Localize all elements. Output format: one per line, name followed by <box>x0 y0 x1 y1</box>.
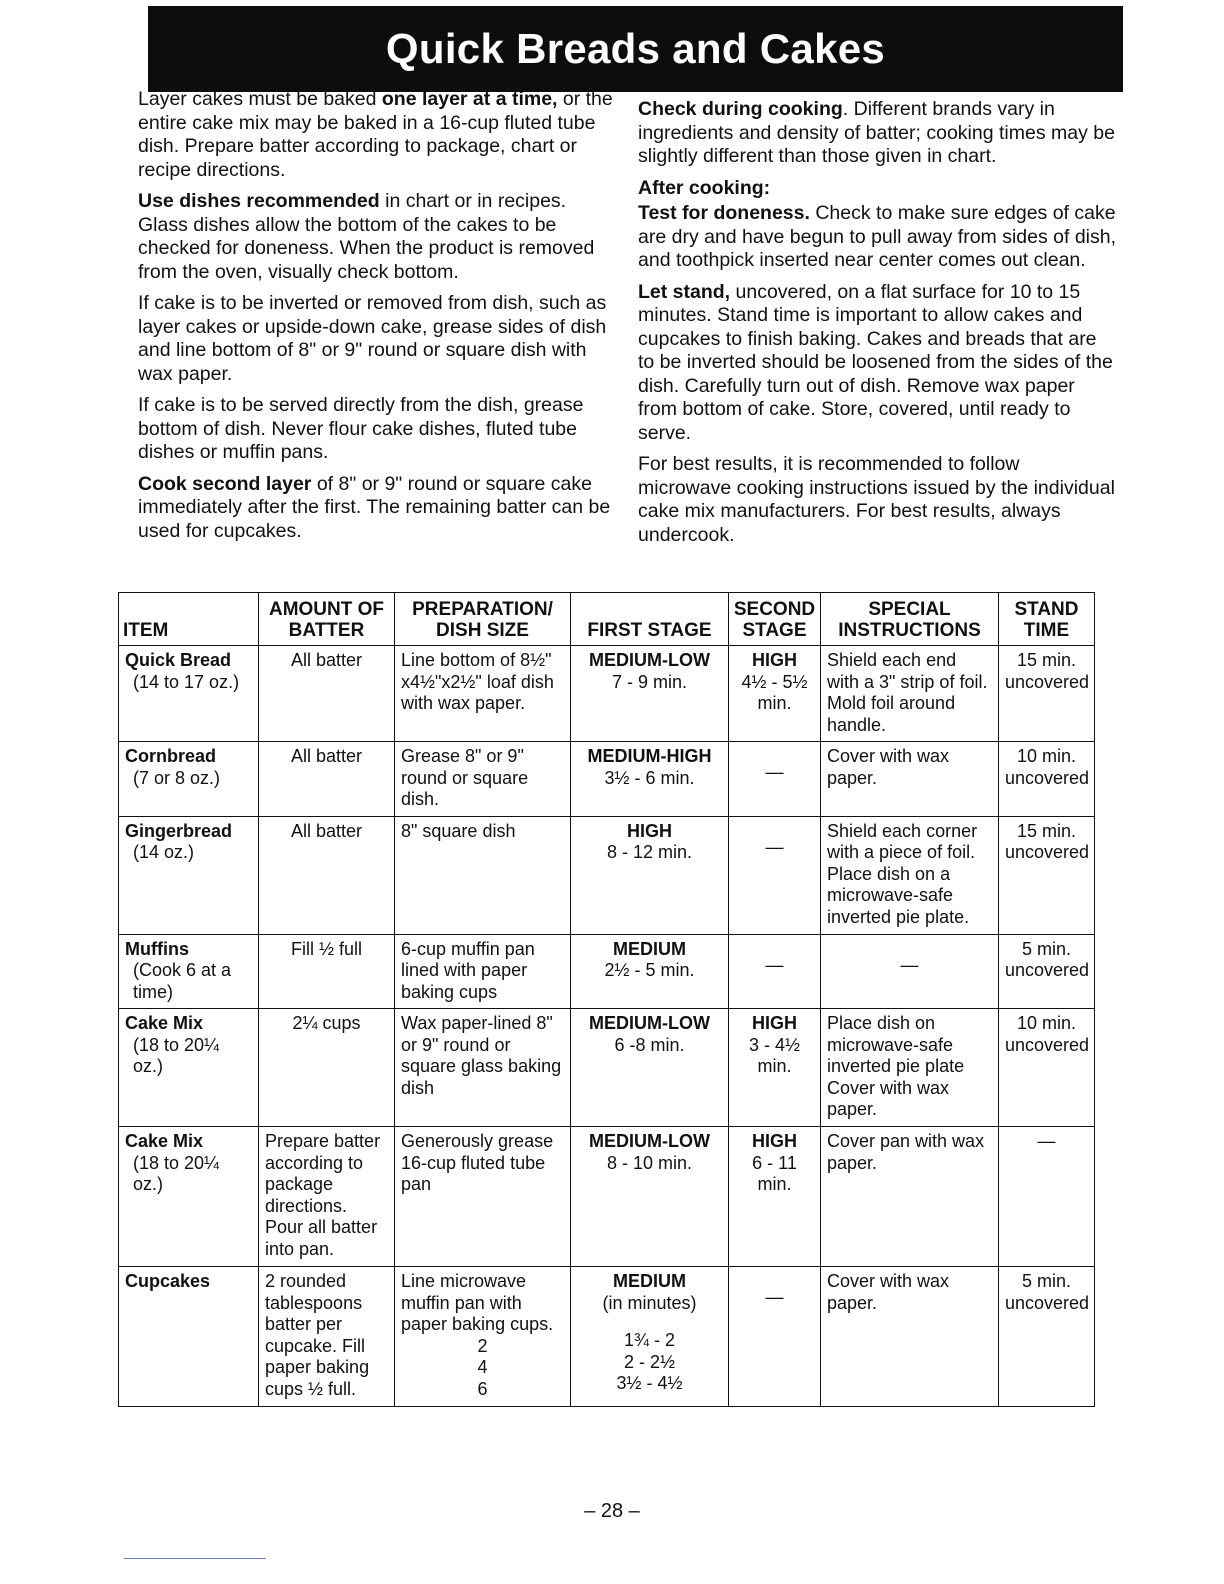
preparation-text: Grease 8" or 9" round or square dish. <box>401 746 529 810</box>
cooking-chart-table <box>118 592 1095 1407</box>
first-stage-time: 2½ - 5 min. <box>604 960 695 981</box>
right-paragraph <box>638 281 1118 446</box>
item-name: Cornbread <box>125 746 217 767</box>
item-quantity: (Cook 6 at a time) <box>133 960 232 1002</box>
cell-item <box>119 1267 259 1407</box>
second-stage-power: HIGH <box>752 1131 797 1152</box>
cell-first-stage <box>571 646 729 742</box>
left-column <box>138 88 618 551</box>
cell-preparation <box>395 1267 571 1407</box>
special-text: Cover pan with wax paper. <box>827 1131 985 1173</box>
cell-preparation <box>395 742 571 816</box>
first-stage-time: 3½ - 6 min. <box>604 767 695 788</box>
table-row <box>119 646 1095 742</box>
item-quantity: (18 to 20¼ oz.) <box>133 1034 220 1077</box>
left-paragraph <box>138 394 618 465</box>
item-name: Cupcakes <box>125 1271 211 1292</box>
cell-item <box>119 816 259 934</box>
special-text: Place dish on microwave-safe inverted pie plate Cover with wax paper. <box>827 1013 965 1120</box>
table-row <box>119 934 1095 1008</box>
cell-stand-time: 15 min. uncovered <box>999 646 1095 742</box>
cell-special-instructions <box>821 742 999 816</box>
body-text: or the entire cake mix may be baked in a 16-cup fluted tube dish. Prepare batter according to package, chart or recipe directions. <box>138 88 613 181</box>
cell-special-instructions <box>821 816 999 934</box>
table-row <box>119 1127 1095 1267</box>
preparation-text: Wax paper-lined 8" or 9" round or square glass baking dish <box>401 1013 562 1098</box>
cell-stand-time: 10 min. uncovered <box>999 742 1095 816</box>
cell-amount: All batter <box>259 816 395 934</box>
cell-special-instructions <box>821 1009 999 1127</box>
cell-item <box>119 1127 259 1267</box>
body-text: For best results, it is recommended to follow microwave cooking instructions issued by the individual cake mix manufacturers. For best results, always undercook. <box>638 453 1115 546</box>
first-stage-power: MEDIUM <box>613 938 686 959</box>
header-first-stage: FIRST STAGE <box>571 593 729 646</box>
first-stage-time: 8 - 12 min. <box>606 842 693 863</box>
item-quantity: (14 to 17 oz.) <box>133 671 240 692</box>
body-text: If cake is to be served directly from the dish, grease bottom of dish. Never flour cake dishes, fluted tube dishes or muffin pans. <box>138 394 584 463</box>
bold-text: one layer at a time, <box>381 88 558 110</box>
second-stage-power: HIGH <box>752 650 797 670</box>
cell-special-instructions <box>821 646 999 742</box>
preparation-text: 8" square dish <box>401 820 516 841</box>
preparation-text: 6-cup muffin pan lined with paper baking cups <box>401 938 535 1002</box>
item-name: Cake Mix <box>125 1013 204 1034</box>
cell-amount: Prepare batter according to package directions. Pour all batter into pan. <box>259 1127 395 1267</box>
body-text: . Different brands vary in ingredients and density of batter; cooking times may be slightly different than those given in chart. <box>638 98 1115 167</box>
item-name: Quick Bread <box>125 650 232 670</box>
right-paragraph <box>638 202 1118 273</box>
cell-second-stage <box>729 1009 821 1127</box>
cell-second-stage <box>729 1267 821 1407</box>
second-stage-time: 4½ - 5½ min. <box>741 671 808 713</box>
cupcake-times: 1¾ - 2 2 - 2½ 3½ - 4½ <box>616 1330 683 1394</box>
first-stage-power: MEDIUM <box>613 1271 686 1292</box>
after-cooking-heading: After cooking: <box>638 176 771 199</box>
header-second-stage: SECOND STAGE <box>729 593 821 646</box>
footer-rule <box>124 1558 266 1559</box>
cell-stand-time: 5 min. uncovered <box>999 934 1095 1008</box>
table-row <box>119 742 1095 816</box>
cell-stand-time: 10 min. uncovered <box>999 1009 1095 1127</box>
body-text: Check to make sure edges of cake are dry and have begun to pull away from sides of dish, and toothpick inserted near center comes out clean. <box>638 202 1117 271</box>
check-during-paragraph <box>638 98 1118 169</box>
bold-text: Use dishes recommended <box>138 190 380 212</box>
special-text: Cover with wax paper. <box>827 746 950 788</box>
cell-first-stage <box>571 1267 729 1407</box>
cell-preparation <box>395 934 571 1008</box>
first-stage-time: 7 - 9 min. <box>611 671 688 692</box>
bold-text: Test for doneness. <box>638 202 810 224</box>
cell-second-stage <box>729 742 821 816</box>
cell-special-instructions <box>821 934 999 1008</box>
first-stage-time: (in minutes) <box>602 1292 697 1313</box>
body-text: in chart or in recipes. Glass dishes allow the bottom of the cakes to be checked for doneness. When the product is removed from the oven, visually check bottom. <box>138 190 595 283</box>
preparation-text: Line microwave muffin pan with paper baking cups. <box>401 1271 554 1335</box>
cell-item <box>119 1009 259 1127</box>
cell-stand-time: 5 min. uncovered <box>999 1267 1095 1407</box>
left-paragraph <box>138 190 618 284</box>
item-name: Cake Mix <box>125 1131 204 1152</box>
cell-second-stage <box>729 816 821 934</box>
body-text: Layer cakes must be baked <box>138 88 382 110</box>
body-text: of 8" or 9" round or square cake immediately after the first. The remaining batter can be used for cupcakes. <box>138 472 611 542</box>
special-text: Shield each end with a 3" strip of foil. Mold foil around handle. <box>827 650 988 735</box>
first-stage-power: HIGH <box>627 820 672 841</box>
body-text: uncovered, on a flat surface for 10 to 15 minutes. Stand time is important to allow cakes and cupcakes to finish baking. Cakes and breads that are to be inverted should be loosened from the sides of the dish. Carefully turn out of dish. Remove wax paper from bottom of cake. Store, covered, until ready to serve. <box>638 280 1113 444</box>
table-header-row <box>119 593 1095 646</box>
cell-item <box>119 934 259 1008</box>
first-stage-power: MEDIUM-LOW <box>589 1131 710 1152</box>
bold-text: Let stand, <box>638 280 731 303</box>
cell-second-stage <box>729 646 821 742</box>
bold-text: Cook second layer <box>138 472 312 495</box>
cupcake-counts: 2 4 6 <box>477 1335 488 1399</box>
body-text: If cake is to be inverted or removed from dish, such as layer cakes or upside-down cake, grease sides of dish and line bottom of 8" or 9" round or square dish with wax paper. <box>138 292 607 385</box>
cell-first-stage <box>571 1127 729 1267</box>
header-amount: AMOUNT OF BATTER <box>259 593 395 646</box>
page-title: Quick Breads and Cakes <box>148 6 1123 92</box>
cell-second-stage <box>729 1127 821 1267</box>
cell-first-stage <box>571 934 729 1008</box>
second-stage-time: 6 - 11 min. <box>752 1152 797 1195</box>
cell-preparation <box>395 1127 571 1267</box>
first-stage-time: 6 -8 min. <box>614 1034 685 1055</box>
item-quantity: (14 oz.) <box>133 842 195 863</box>
cell-preparation <box>395 646 571 742</box>
cell-first-stage <box>571 1009 729 1127</box>
cell-amount: All batter <box>259 646 395 742</box>
right-paragraph <box>638 453 1118 547</box>
special-text: Cover with wax paper. <box>827 1271 950 1313</box>
item-name: Muffins <box>125 938 189 959</box>
cell-amount: 2¼ cups <box>259 1009 395 1127</box>
first-stage-power: MEDIUM-LOW <box>589 650 710 670</box>
table-row <box>119 816 1095 934</box>
cell-amount: Fill ½ full <box>259 934 395 1008</box>
item-quantity: (18 to 20¼ oz.) <box>133 1152 220 1195</box>
special-dash: — <box>900 954 919 975</box>
second-stage-dash: — <box>765 954 784 975</box>
table-row <box>119 1267 1095 1407</box>
after-cooking-paragraphs <box>638 202 1118 547</box>
left-paragraph <box>138 292 618 386</box>
cell-first-stage <box>571 742 729 816</box>
second-stage-time: 3 - 4½ min. <box>748 1034 801 1077</box>
left-paragraph <box>138 473 618 544</box>
first-stage-power: MEDIUM-LOW <box>589 1013 710 1034</box>
left-paragraph <box>138 88 618 182</box>
cell-special-instructions <box>821 1267 999 1407</box>
cell-stand-time: 15 min. uncovered <box>999 816 1095 934</box>
second-stage-dash: — <box>765 836 784 857</box>
second-stage-dash: — <box>765 1287 784 1308</box>
first-stage-power: MEDIUM-HIGH <box>587 746 712 767</box>
item-quantity: (7 or 8 oz.) <box>133 767 221 788</box>
cell-special-instructions <box>821 1127 999 1267</box>
preparation-text: Line bottom of 8½" x4½"x2½" loaf dish with wax paper. <box>401 650 554 713</box>
table-row <box>119 1009 1095 1127</box>
cell-item <box>119 646 259 742</box>
right-column <box>638 98 1118 555</box>
special-text: Shield each corner with a piece of foil. Place dish on a microwave-safe inverted pie plate. <box>827 820 978 927</box>
item-name: Gingerbread <box>125 820 233 841</box>
cell-stand-time: — <box>999 1127 1095 1267</box>
cell-second-stage <box>729 934 821 1008</box>
bold-text: Check during cooking <box>638 98 843 120</box>
cell-amount: All batter <box>259 742 395 816</box>
header-stand-time: STAND TIME <box>999 593 1095 646</box>
preparation-text: Generously grease 16-cup fluted tube pan <box>401 1131 554 1195</box>
cell-preparation <box>395 1009 571 1127</box>
header-special-instructions: SPECIAL INSTRUCTIONS <box>821 593 999 646</box>
header-preparation: PREPARATION/ DISH SIZE <box>395 593 571 646</box>
cell-item <box>119 742 259 816</box>
second-stage-dash: — <box>765 762 784 783</box>
cell-first-stage <box>571 816 729 934</box>
cell-preparation <box>395 816 571 934</box>
header-item: ITEM <box>119 593 259 646</box>
cell-amount: 2 rounded tablespoons batter per cupcake. Fill paper baking cups ½ full. <box>259 1267 395 1407</box>
first-stage-time: 8 - 10 min. <box>606 1152 693 1173</box>
second-stage-power: HIGH <box>752 1013 797 1034</box>
page-number: – 28 – <box>584 1500 640 1522</box>
